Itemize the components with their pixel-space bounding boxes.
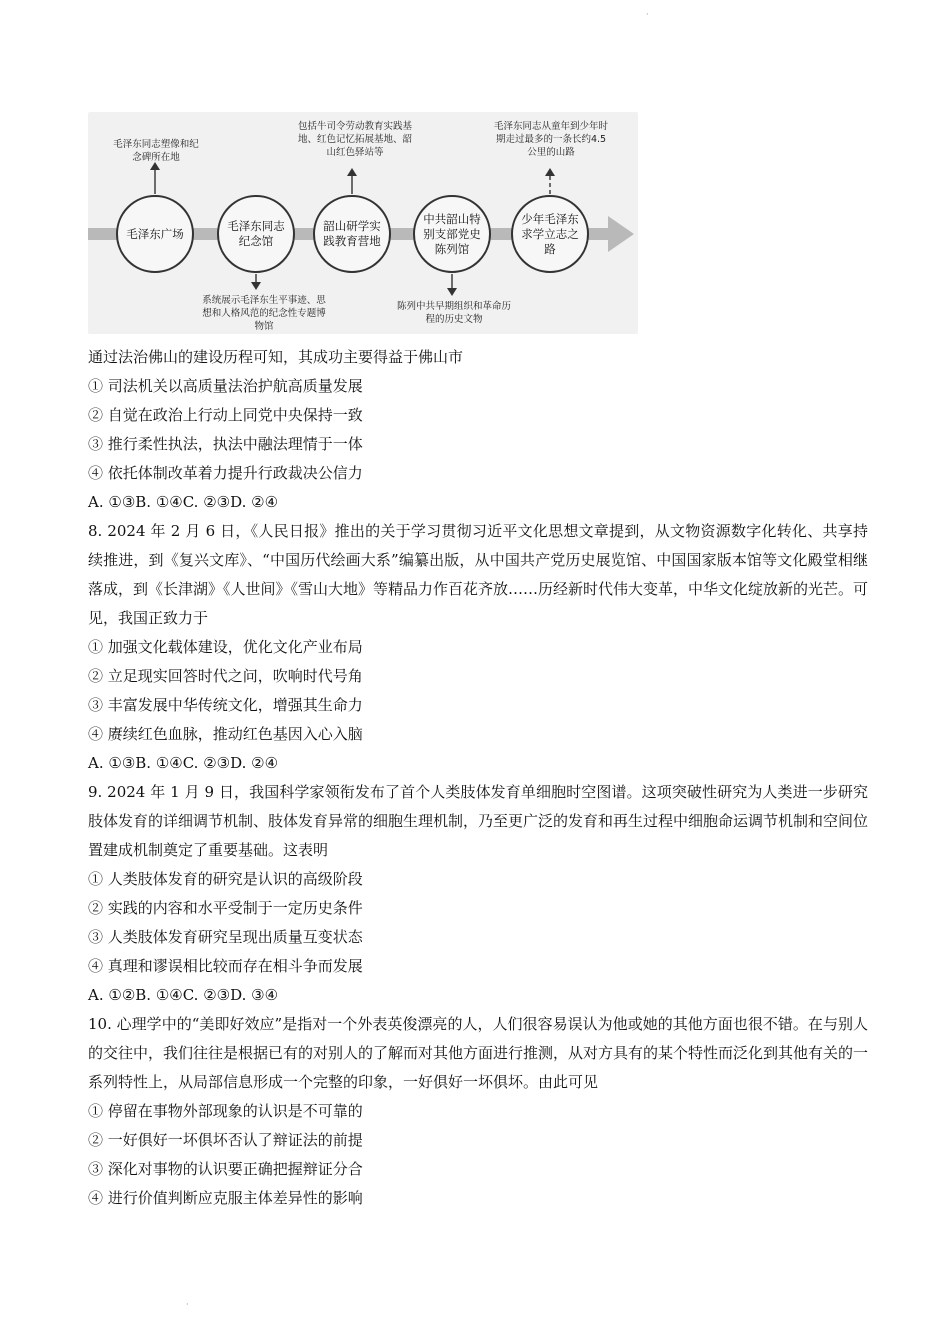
question-9 [88, 778, 868, 1010]
option-item: ③ 深化对事物的认识要正确把握辩证分合 [88, 1160, 363, 1178]
note-exhibit: 陈列中共早期组织和革命历程的历史文物 [396, 301, 511, 325]
node-camp: 韶山研学实践教育营地 [313, 195, 391, 273]
question-stem: 9. 2024 年 1 月 9 日，我国科学家领衔发布了首个人类肢体发育单细胞时空图谱。这项突破性研究为人类进一步研究肢体发育的详细调节机制、肢体发育异常的细胞生理机制，乃至更广泛的发育和再生过程中细胞命运调节机制和空间位置建成机制奠定了重要基础。这表明 [88, 783, 869, 859]
option-item: ② 实践的内容和水平受制于一定历史条件 [88, 899, 363, 917]
option-item: ③ 人类肢体发育研究呈现出质量互变状态 [88, 928, 363, 946]
option-item: ① 停留在事物外部现象的认识是不可靠的 [88, 1102, 363, 1120]
note-camp: 包括牛司令劳动教育实践基地、红色记忆拓展基地、韶山红色驿站等 [297, 121, 412, 158]
option-item: ② 自觉在政治上行动上同党中央保持一致 [88, 406, 363, 424]
node-exhibit: 中共韶山特别支部党史陈列馆 [413, 195, 491, 273]
node-square: 毛泽东广场 [116, 195, 194, 273]
option-item: ④ 依托体制改革着力提升行政裁决公信力 [88, 464, 363, 482]
option-item: ② 立足现实回答时代之问，吹响时代号角 [88, 667, 363, 685]
node-memorial: 毛泽东同志纪念馆 [217, 195, 295, 273]
option-item: ③ 推行柔性执法，执法中融法理情于一体 [88, 435, 363, 453]
option-item: ① 司法机关以高质量法治护航高质量发展 [88, 377, 363, 395]
note-square: 毛泽东同志塑像和纪念碑所在地 [113, 139, 199, 163]
scan-dot: · [186, 1300, 189, 1309]
option-item: ③ 丰富发展中华传统文化，增强其生命力 [88, 696, 363, 714]
question-8 [88, 517, 868, 778]
question-stem: 8. 2024 年 2 月 6 日，《人民日报》推出的关于学习贯彻习近平文化思想文章提到，从文物资源数字化转化、共享持续推进，到《复兴文库》、“中国历代绘画大系”编纂出版，从中国共产党历史展览馆、中国国家版本馆等文化殿堂相继落成，到《长津湖》《人世间》《雪山大地》等精品力作百花齐放……历经新时代伟大变革，中华文化绽放新的光芒。可见，我国正致力于 [88, 522, 869, 627]
scan-dot: · [646, 10, 649, 19]
answer-choices: A. ①③B. ①④C. ②③D. ②④ [88, 754, 279, 772]
node-road: 少年毛泽东求学立志之路 [511, 195, 589, 273]
question-10 [88, 1010, 868, 1213]
option-item: ④ 真理和谬误相比较而存在相斗争而发展 [88, 957, 363, 975]
option-item: ④ 进行价值判断应克服主体差异性的影响 [88, 1189, 363, 1207]
option-item: ① 加强文化载体建设，优化文化产业布局 [88, 638, 363, 656]
question-7 [88, 343, 868, 517]
option-item: ④ 赓续红色血脉，推动红色基因入心入脑 [88, 725, 363, 743]
arrowhead-4 [447, 288, 457, 296]
option-item: ① 人类肢体发育的研究是认识的高级阶段 [88, 870, 363, 888]
arrowhead-5 [545, 168, 555, 176]
arrowhead-3 [347, 168, 357, 176]
question-stem: 10. 心理学中的“美即好效应”是指对一个外表英俊漂亮的人，人们很容易误认为他或她的其他方面也很不错。在与别人的交往中，我们往往是根据已有的对别人的了解而对其他方面进行推测，从对方具有的某个特性而泛化到其他有关的一系列特性上，从局部信息形成一个完整的印象，一好俱好一坏俱坏。由此可见 [88, 1015, 869, 1091]
diagram-figure [88, 112, 638, 334]
question-text [88, 343, 868, 1213]
answer-choices: A. ①③B. ①④C. ②③D. ②④ [88, 493, 279, 511]
arrowhead-2 [251, 282, 261, 290]
note-memorial: 系统展示毛泽东生平事迹、思想和人格风范的纪念性专题博物馆 [202, 295, 326, 332]
option-item: ② 一好俱好一坏俱坏否认了辩证法的前提 [88, 1131, 363, 1149]
note-road: 毛泽东同志从童年到少年时期走过最多的一条长约4.5公里的山路 [493, 121, 608, 158]
question-stem: 通过法治佛山的建设历程可知，其成功主要得益于佛山市 [88, 348, 464, 366]
answer-choices: A. ①②B. ①④C. ②③D. ③④ [88, 986, 279, 1004]
